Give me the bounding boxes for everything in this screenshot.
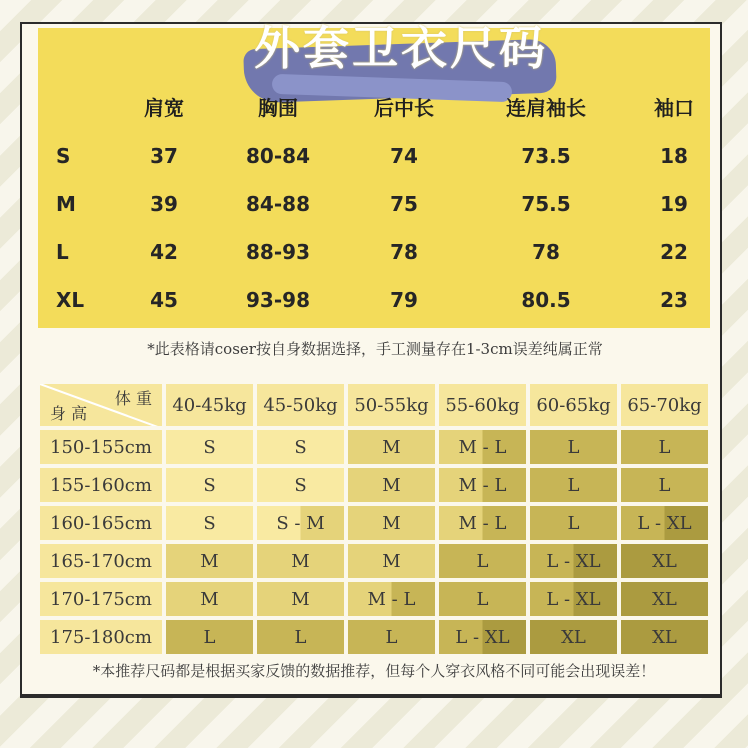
size-table-cell: 74 (390, 144, 418, 168)
size-table-cell: 80-84 (246, 144, 310, 168)
height-label-cell: 165-170cm (38, 542, 164, 580)
size-table-cell: 78 (390, 240, 418, 264)
weight-header-cell: 50-55kg (346, 382, 437, 428)
size-table-header: 肩宽 (144, 96, 184, 120)
recommend-size-cell: M - L (437, 428, 528, 466)
height-label-cell: 150-155cm (38, 428, 164, 466)
recommend-size-cell: S (164, 504, 255, 542)
chart-title: 外套卫衣尺码 (254, 21, 548, 75)
size-table-cell: 18 (660, 144, 688, 168)
size-table-cell: 45 (150, 288, 178, 312)
measurement-note: *此表格请coser按自身数据选择，手工测量存在1-3cm误差纯属正常 (147, 340, 603, 358)
recommend-size-cell: M - L (437, 504, 528, 542)
recommend-size-cell: M (164, 580, 255, 618)
size-table-header: 后中长 (374, 96, 434, 120)
height-label-cell: 155-160cm (38, 466, 164, 504)
height-label-cell: 170-175cm (38, 580, 164, 618)
recommend-size-cell: L (437, 580, 528, 618)
size-table-header: 胸围 (258, 96, 298, 120)
corner-weight-label: 体 重 (114, 389, 152, 408)
size-table-cell: 37 (150, 144, 178, 168)
size-table-cell: 84-88 (246, 192, 310, 216)
height-label-cell: 175-180cm (38, 618, 164, 656)
size-row-label: L (56, 240, 69, 264)
recommend-size-cell: L (619, 466, 710, 504)
size-table-cell: 80.5 (521, 288, 571, 312)
weight-header-cell: 65-70kg (619, 382, 710, 428)
size-row-label: M (56, 192, 76, 216)
weight-header-cell: 45-50kg (255, 382, 346, 428)
height-label-cell: 160-165cm (38, 504, 164, 542)
size-table-cell: 93-98 (246, 288, 310, 312)
size-table-cell: 75 (390, 192, 418, 216)
recommend-size-cell: M (346, 542, 437, 580)
size-table-header: 袖口 (654, 96, 694, 120)
recommend-size-cell: L - XL (437, 618, 528, 656)
corner-height-label: 身 高 (50, 404, 88, 423)
weight-header-cell: 60-65kg (528, 382, 619, 428)
recommend-size-cell: XL (619, 618, 710, 656)
recommend-size-cell: L (346, 618, 437, 656)
recommend-size-cell: M (164, 542, 255, 580)
recommend-size-cell: S - M (255, 504, 346, 542)
size-table-cell: 19 (660, 192, 688, 216)
recommend-size-cell: L (528, 428, 619, 466)
size-row-label: S (56, 144, 71, 168)
recommend-size-cell: M (346, 466, 437, 504)
recommend-size-cell: L (255, 618, 346, 656)
size-table-cell: 42 (150, 240, 178, 264)
recommend-size-cell: L - XL (528, 542, 619, 580)
size-table-cell: 23 (660, 288, 688, 312)
size-table-cell: 88-93 (246, 240, 310, 264)
recommend-size-cell: L - XL (619, 504, 710, 542)
recommend-size-cell: M (346, 504, 437, 542)
recommend-size-cell: L (437, 542, 528, 580)
weight-header-cell: 55-60kg (437, 382, 528, 428)
recommend-size-cell: M (255, 580, 346, 618)
weight-header-cell: 40-45kg (164, 382, 255, 428)
recommend-size-cell: M - L (346, 580, 437, 618)
recommend-size-cell: S (164, 428, 255, 466)
recommend-size-cell: M (346, 428, 437, 466)
recommend-size-cell: XL (619, 580, 710, 618)
recommend-size-cell: S (164, 466, 255, 504)
size-table-cell: 39 (150, 192, 178, 216)
recommend-size-cell: L (619, 428, 710, 466)
recommend-size-cell: S (255, 466, 346, 504)
recommendation-note: *本推荐尺码都是根据买家反馈的数据推荐，但每个人穿衣风格不同可能会出现误差！ (92, 662, 656, 680)
recommend-size-cell: L (528, 466, 619, 504)
size-table-cell: 78 (532, 240, 560, 264)
size-table-cell: 22 (660, 240, 688, 264)
recommend-size-cell: L (164, 618, 255, 656)
recommend-size-cell: S (255, 428, 346, 466)
size-table-header: 连肩袖长 (506, 96, 586, 120)
recommend-size-cell: XL (619, 542, 710, 580)
size-row-label: XL (56, 288, 85, 312)
size-table-cell: 79 (390, 288, 418, 312)
recommend-size-cell: M (255, 542, 346, 580)
recommend-size-cell: M - L (437, 466, 528, 504)
size-table-cell: 73.5 (521, 144, 571, 168)
size-table-cell: 75.5 (521, 192, 571, 216)
recommend-size-cell: L - XL (528, 580, 619, 618)
recommend-size-cell: XL (528, 618, 619, 656)
recommend-corner-cell (38, 382, 164, 428)
recommend-size-cell: L (528, 504, 619, 542)
